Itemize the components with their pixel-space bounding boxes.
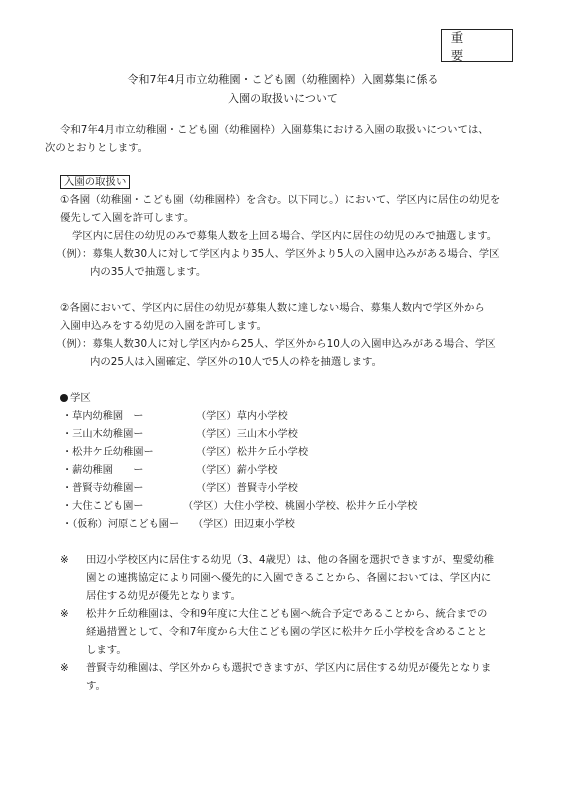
note-1-line-3: 居住する幼児が優先となります。	[86, 590, 242, 602]
district-name-1: （学区）草内小学校	[196, 411, 288, 422]
note-3-line-1: 普賢寺幼稚園は、学区外からも選択できますが、学区内に居住する幼児が優先となりま	[86, 662, 492, 674]
note-3-line-2: す。	[86, 680, 106, 692]
document-title-line-1: 令和7年4月市立幼稚園・こども園（幼稚園枠）入園募集に係る	[127, 73, 439, 86]
district-school-6: ・大住こども園ー	[62, 501, 144, 512]
district-name-6: （学区）大住小学校、桃園小学校、松井ケ丘小学校	[183, 501, 418, 512]
district-school-7: ・（仮称）河原こども園ー	[62, 519, 180, 530]
district-school-5: ・普賢寺幼稚園ー	[62, 483, 144, 494]
district-school-2: ・三山木幼稚園ー	[62, 429, 144, 440]
district-name-5: （学区）普賢寺小学校	[196, 483, 298, 494]
handling-p2-line-1: ②各園において、学区内に居住の幼児が募集人数に達しない場合、募集人数内で学区外から	[60, 302, 485, 314]
intro-line-2: 次のとおりとします。	[45, 142, 149, 154]
note-2-line-1: 松井ケ丘幼稚園は、令和9年度に大住こども園へ統合予定であることから、統合までの	[86, 608, 488, 620]
section-heading-districts	[60, 391, 91, 405]
example-2-line-2: 内の25人は入園確定、学区外の10人で5人の枠を抽選します。	[90, 356, 382, 368]
section-heading-handling	[60, 175, 130, 189]
note-2-line-2: 経過措置として、令和7年度から大住こども園の学区に松井ケ丘小学校を含めることと	[86, 626, 488, 638]
note-1-line-1: 田辺小学校区内に居住する幼児（3、4歳児）は、他の各園を選択できますが、聖愛幼稚	[86, 554, 495, 566]
district-name-2: （学区）三山木小学校	[196, 429, 298, 440]
district-name-4: （学区）薪小学校	[196, 465, 278, 476]
handling-p2-line-2: 入園申込みをする幼児の入園を許可します。	[60, 320, 267, 332]
document-title-line-2: 入園の取扱いについて	[228, 92, 338, 105]
note-2-line-3: します。	[86, 644, 127, 656]
handling-heading-box: 入園の取扱い	[60, 175, 130, 189]
districts-heading: 学区	[70, 392, 91, 404]
district-school-3: ・松井ケ丘幼稚園ー	[62, 447, 154, 458]
intro-line-1: 令和7年4月市立幼稚園・こども園（幼稚園枠）入園募集における入園の取扱いについては、	[60, 124, 489, 136]
note-3-mark: ※	[60, 662, 69, 674]
example-2-line-1: （例）：募集人数30人に対し学区内から25人、学区外から10人の入園申込みがある場合、学区	[56, 338, 496, 350]
note-2-mark: ※	[60, 608, 69, 620]
example-1-line-2: 内の35人で抽選します。	[90, 266, 207, 278]
note-1-line-2: 園との連携協定により同園へ優先的に入園できることから、各園においては、学区内に	[86, 572, 492, 584]
district-school-1: ・草内幼稚園 ー	[62, 411, 144, 422]
district-school-4: ・薪幼稚園 ー	[62, 465, 144, 476]
bullet-dot-icon	[60, 394, 68, 402]
handling-p1-line-2: 優先して入園を許可します。	[60, 212, 195, 224]
importance-stamp: 重 要	[441, 29, 513, 62]
handling-p1-line-1: ①各園（幼稚園・こども園（幼稚園枠）を含む。以下同じ。）において、学区内に居住の幼児を	[60, 194, 501, 206]
handling-p1-line-3: 学区内に居住の幼児のみで募集人数を上回る場合、学区内に居住の幼児のみで抽選します。	[72, 230, 498, 242]
example-1-line-1: （例）：募集人数30人に対して学区内より35人、学区外より5人の入園申込みがある場合、学区	[56, 248, 500, 260]
district-name-7: （学区）田辺東小学校	[193, 519, 295, 530]
district-name-3: （学区）松井ケ丘小学校	[196, 447, 309, 458]
note-1-mark: ※	[60, 554, 69, 566]
